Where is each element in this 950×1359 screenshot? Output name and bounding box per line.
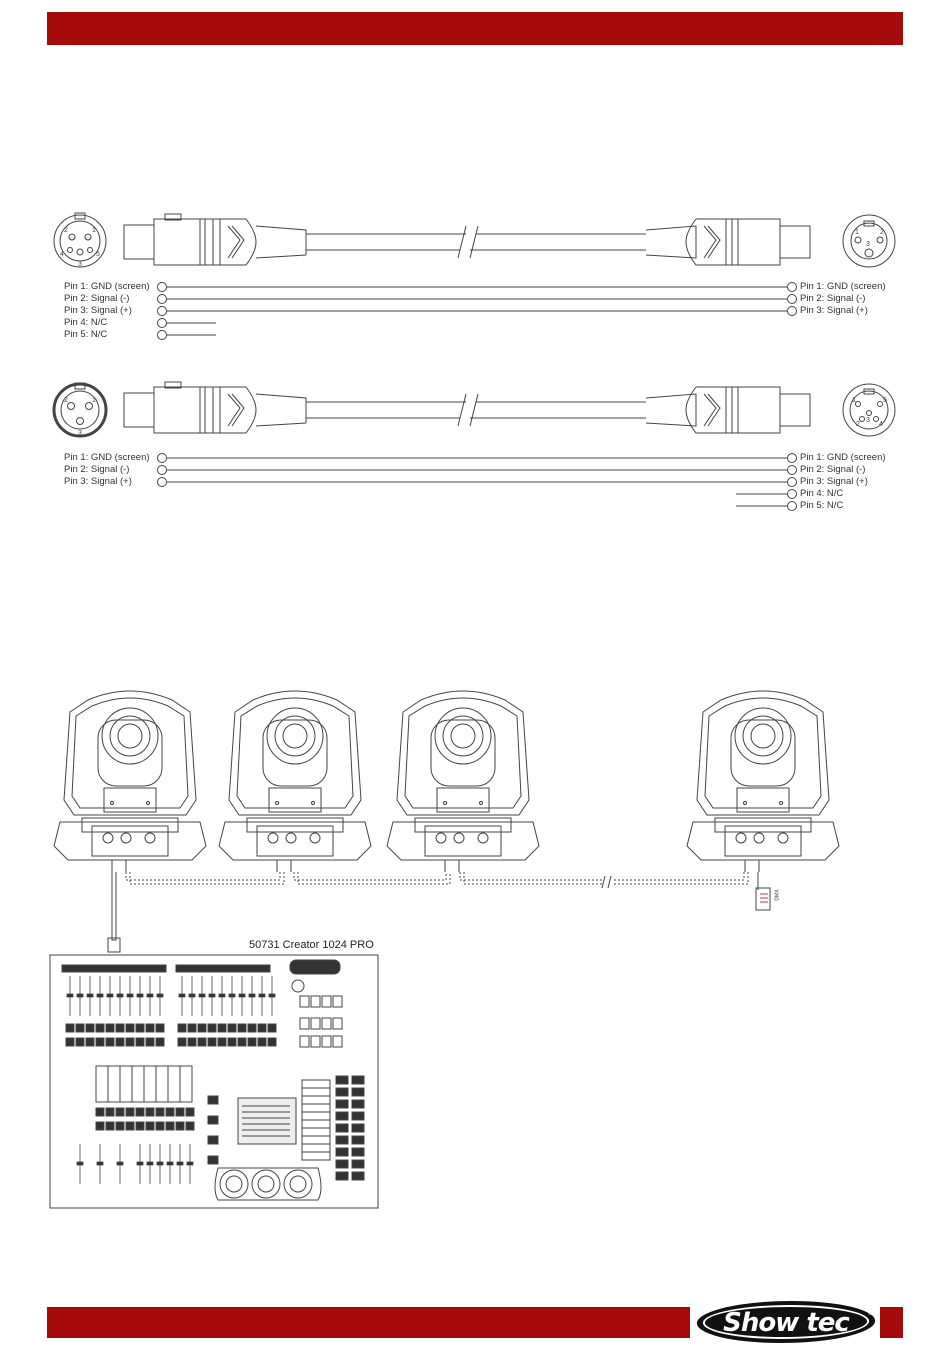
connector2-right-pin3: 3 bbox=[866, 417, 870, 424]
cable2-left-pin2: Pin 2: Signal (-) bbox=[64, 464, 130, 475]
connector2-left-pin1: 1 bbox=[92, 397, 96, 404]
cable2-left-pin3: Pin 3: Signal (+) bbox=[64, 476, 132, 487]
connector1-left-pin4: 4 bbox=[60, 251, 64, 258]
cable2-right-pin1: Pin 1: GND (screen) bbox=[800, 452, 886, 463]
connector1-left-pin5: 5 bbox=[96, 251, 100, 258]
cable1-left-pin5: Pin 5: N/C bbox=[64, 329, 108, 340]
connector1-left-pin3: 3 bbox=[78, 261, 82, 268]
cable-1 bbox=[54, 213, 895, 340]
cable2-right-pin3: Pin 3: Signal (+) bbox=[800, 476, 868, 487]
cable2-right-pin4: Pin 4: N/C bbox=[800, 488, 844, 499]
terminator-label: DMX bbox=[774, 889, 781, 901]
cable1-left-pin2: Pin 2: Signal (-) bbox=[64, 293, 130, 304]
cable1-right-pin3: Pin 3: Signal (+) bbox=[800, 305, 868, 316]
dmx-chain bbox=[126, 872, 748, 884]
logo-text: Show tec bbox=[723, 1308, 849, 1338]
cable1-left-pin4: Pin 4: N/C bbox=[64, 317, 108, 328]
connector2-right-pin4: 4 bbox=[879, 421, 883, 428]
cable1-left-pin3: Pin 3: Signal (+) bbox=[64, 305, 132, 316]
connector2-left-pin2: 2 bbox=[64, 397, 68, 404]
cable1-right-pin2: Pin 2: Signal (-) bbox=[800, 293, 866, 304]
connector2-left-pin3: 3 bbox=[78, 430, 82, 437]
connector1-left-pin1: 1 bbox=[92, 227, 96, 234]
connector2-right-pin2: 2 bbox=[856, 421, 860, 428]
connector2-right-pin1: 1 bbox=[852, 397, 856, 404]
console-title: 50731 Creator 1024 PRO bbox=[249, 939, 374, 951]
moving-head-fixture bbox=[54, 691, 206, 872]
connector1-left-pin2: 2 bbox=[64, 227, 68, 234]
connector1-right-pin3: 3 bbox=[866, 241, 870, 248]
connector1-right-pin1: 1 bbox=[855, 229, 859, 236]
cable-2 bbox=[54, 382, 895, 511]
cable2-right-pin5: Pin 5: N/C bbox=[800, 500, 844, 511]
cable1-right-pin1: Pin 1: GND (screen) bbox=[800, 281, 886, 292]
cable1-left-pin1: Pin 1: GND (screen) bbox=[64, 281, 150, 292]
lighting-console bbox=[50, 955, 378, 1208]
connector1-right-pin2: 2 bbox=[880, 229, 884, 236]
cable2-left-pin1: Pin 1: GND (screen) bbox=[64, 452, 150, 463]
cable2-right-pin2: Pin 2: Signal (-) bbox=[800, 464, 866, 475]
logo-registered-mark: ® bbox=[868, 1310, 874, 1317]
connector2-right-pin5: 5 bbox=[883, 397, 887, 404]
